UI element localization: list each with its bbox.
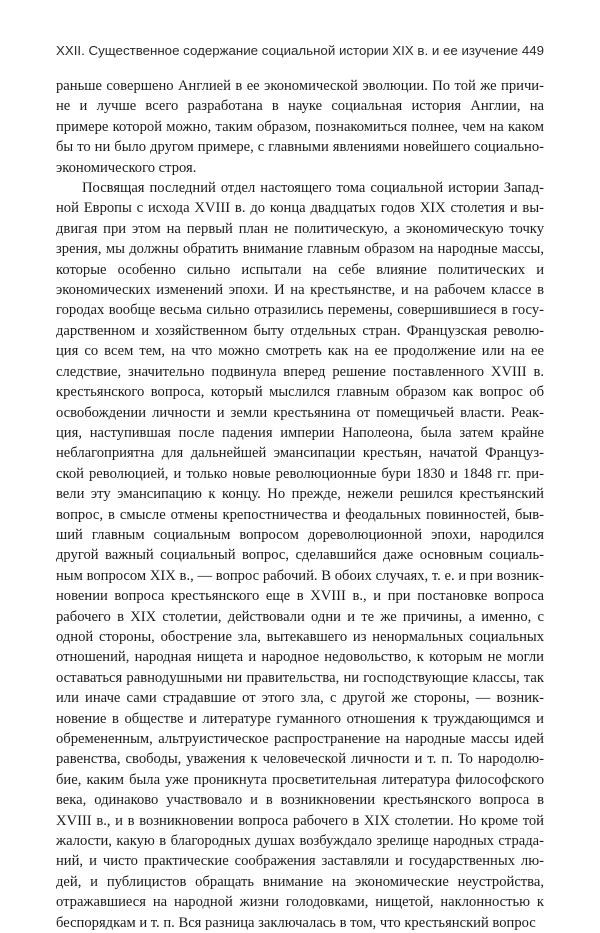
chapter-title: XXII. Существенное содержание социальной истории XIX в. и ее изучение <box>56 43 519 58</box>
body-text <box>56 76 544 933</box>
page-number: 449 <box>521 43 544 58</box>
paragraph-main: Посвящая последний отдел настоящего тома социальной истории Западной Европы с исхода XVIII в. до конца двадцатых годов XIX столетия и выдвигая при этом на первый план не политическую, а экономическую точку зрения, мы должны обратить внимание главным образом на народные массы, которые особенно сильно испытали на себе влияние политических и экономических изменений эпохи. И на крестьянстве, и на рабочем классе в городах вообще весьма сильно отразились перемены, совершившиеся в государственном и хозяйственном быту отдельных стран. Французская революция со всем тем, на что можно смотреть как на ее продолжение или на ее следствие, значительно подвинула вперед решение поставленного XVIII в. крестьянского вопроса, который мыслился главным образом как вопрос об освобождении личности и земли крестьянина от помещичьей власти. Реакция, наступившая после падения империи Наполеона, была затем крайне неблагоприятна для дальнейшей эмансипации крестьян, начатой Французской революцией, и только новые революционные бури 1830 и 1848 гг. привели эту эмансипацию к концу. Но прежде, нежели решился крестьянский вопрос, в смысле отмены крепостничества и феодальных повинностей, бывший главным социальным вопросом дореволюционной эпохи, народился другой важный социальный вопрос, сделавшийся даже основным социальным вопросом XIX в., — вопрос рабочий. В обоих случаях, т. е. и при возникновении вопроса крестьянского еще в XVIII в., и при постановке вопроса рабочего в XIX столетии, действовали одни и те же причины, а именно, с одной стороны, обострение зла, вытекавшего из ненормальных социальных отношений, народная нищета и народное недовольство, к которым не могли оставаться равнодушными ни правительства, ни господствующие классы, так или иначе сами страдавшие от этого зла, с другой же стороны, — возникновение в обществе и литературе гуманного отношения к труждающимся и обремененным, альтруистическое распространение на народные массы идей равенства, свободы, уважения к человеческой личности и т. п. То народолюбие, каким была уже проникнута просветительная литература философского века, одинаково участвовало и в возникновении крестьянского вопроса в XVIII в., и в возникновении вопроса рабочего в XIX столетии. Но кроме той жалости, какую в благородных душах возбуждало зрелище народных страданий, и чисто практические соображения заставляли и государственных людей, и публицистов обращать внимание на экономические неустройства, отражавшиеся на народной жизни голодовками, нищетой, наклонностью к беспорядкам и т. п. Вся разница заключалась в том, что крестьянский вопрос <box>56 180 544 931</box>
paragraph-continuation: раньше совершено Англией в ее экономической эволюции. По той же причине и лучше всего разработана в науке социальная история Англии, на примере которой можно, таким образом, познакомиться полнее, чем на каком бы то ни было другом примере, с главными явлениями новейшего социально-экономического строя. <box>56 78 544 176</box>
running-head <box>56 43 544 63</box>
